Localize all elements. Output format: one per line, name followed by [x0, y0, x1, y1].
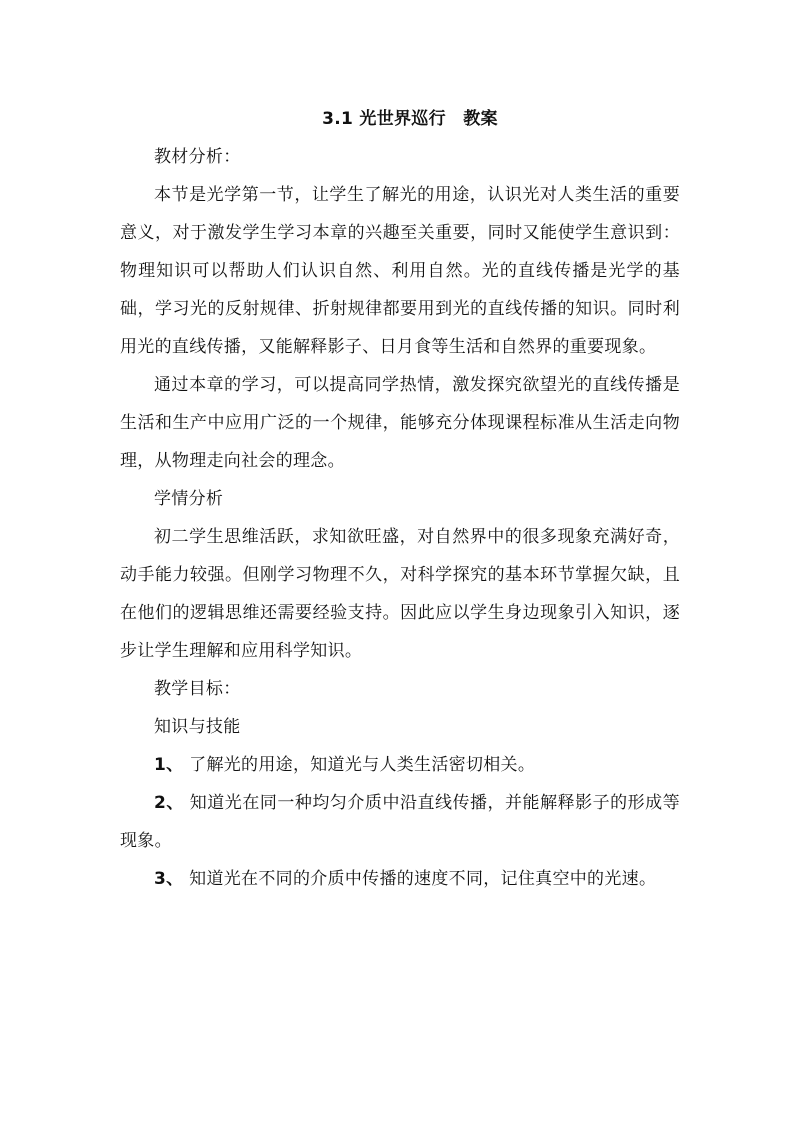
goal-item-1 — [120, 746, 680, 784]
materials-paragraph-1: 本节是光学第一节，让学生了解光的用途，认识光对人类生活的重要意义，对于激发学生学习本章的兴趣至关重要，同时又能使学生意识到：物理知识可以帮助人们认识自然、利用自然。光的直线传播是光学的基础，学习光的反射规律、折射规律都要用到光的直线传播的知识。同时利用光的直线传播，又能解释影子、日月食等生活和自然界的重要现象。 — [120, 185, 680, 357]
materials-paragraph-2: 通过本章的学习，可以提高同学热情，激发探究欲望光的直线传播是生活和生产中应用广泛的一个规律，能够充分体现课程标准从生活走向物理，从物理走向社会的理念。 — [120, 375, 680, 471]
document-title: 3.1 光世界巡行 教案 — [322, 109, 498, 129]
goal-item-2 — [120, 784, 680, 860]
goal-item-text: 知道光在同一种均匀介质中沿直线传播，并能解释影子的形成等现象。 — [120, 793, 680, 851]
students-heading: 学情分析 — [154, 489, 224, 509]
goal-item-number: 1、 — [154, 755, 184, 775]
goal-item-text: 了解光的用途，知道光与人类生活密切相关。 — [189, 755, 536, 775]
materials-heading: 教材分析： — [154, 147, 241, 167]
goal-item-number: 3、 — [154, 869, 184, 889]
document-page — [120, 100, 680, 898]
students-paragraph: 初二学生思维活跃，求知欲旺盛，对自然界中的很多现象充满好奇，动手能力较强。但刚学习物理不久，对科学探究的基本环节掌握欠缺，且在他们的逻辑思维还需要经验支持。因此应以学生身边现象引入知识，逐步让学生理解和应用科学知识。 — [120, 527, 680, 661]
goal-item-number: 2、 — [154, 793, 184, 813]
goal-item-3 — [120, 860, 680, 898]
skills-heading: 知识与技能 — [154, 717, 241, 737]
goals-heading: 教学目标： — [154, 679, 241, 699]
goal-item-text: 知道光在不同的介质中传播的速度不同，记住真空中的光速。 — [189, 869, 657, 889]
